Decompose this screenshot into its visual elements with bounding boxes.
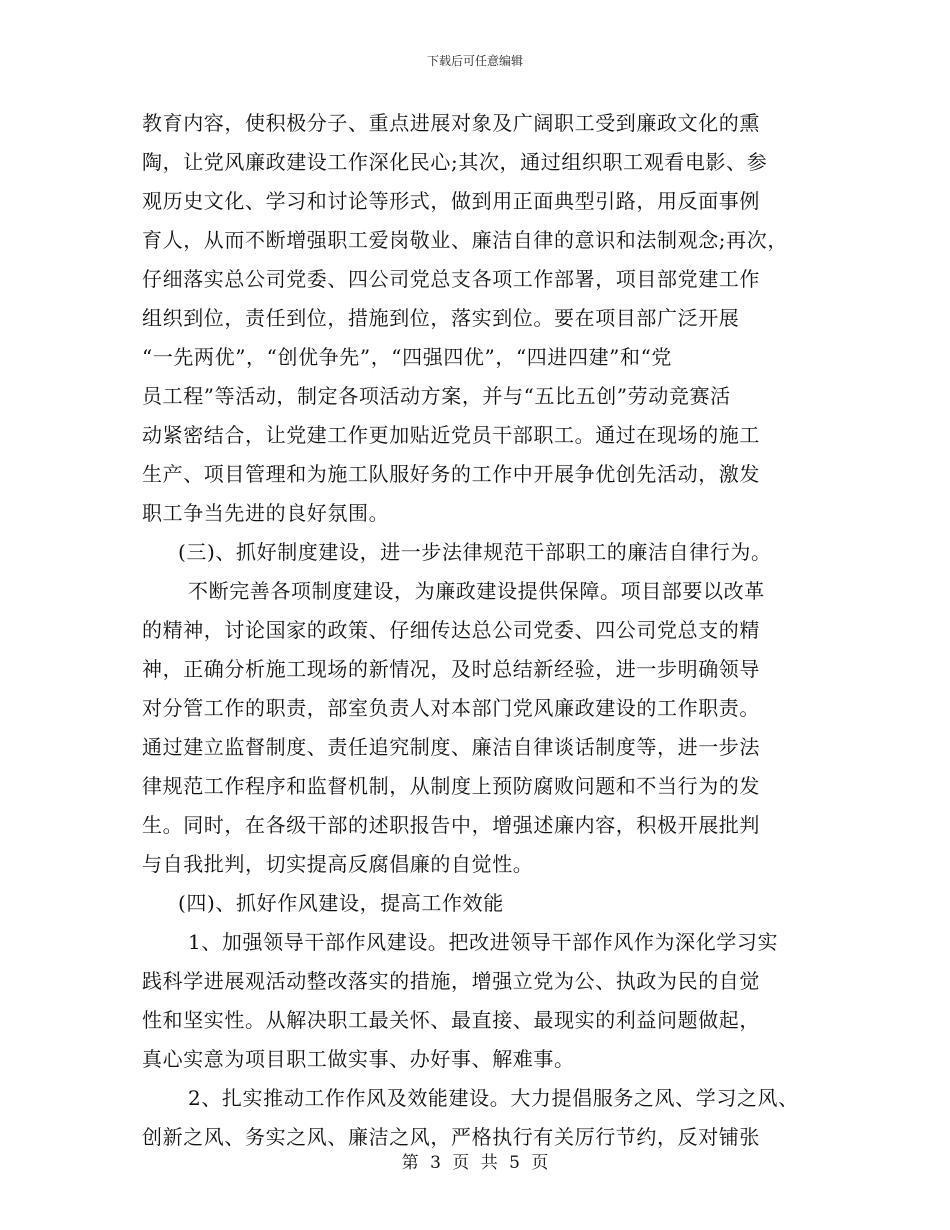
paragraph-line: 创新之风、务实之风、廉洁之风，严格执行有关厉行节约，反对铺张 [142, 1125, 760, 1149]
paragraph-line: 职工争当先进的良好氛围。 [142, 501, 390, 525]
paragraph-line: 践科学进展观活动整改落实的措施，增强立党为公、执政为民的自觉 [142, 969, 760, 993]
paragraph-line: 观历史文化、学习和讨论等形式，做到用正面典型引路，用反面事例 [142, 189, 760, 213]
paragraph-line: 的精神，讨论国家的政策、仔细传达总公司党委、四公司党总支的精 [142, 618, 760, 642]
paragraph-line: 生。同时，在各级干部的述职报告中，增强述廉内容，积极开展批判 [142, 813, 760, 837]
paragraph-line: 律规范工作程序和监督机制，从制度上预防腐败问题和不当行为的发 [142, 774, 760, 798]
paragraph-line: 员工程”等活动，制定各项活动方案，并与“五比五创”劳动竞赛活 [142, 384, 731, 408]
paragraph-line: “一先两优”，“创优争先”，“四强四优”，“四进四建”和“党 [142, 345, 673, 369]
paragraph-line: 仔细落实总公司党委、四公司党总支各项工作部署，项目部党建工作 [142, 267, 760, 291]
page-number-footer: 第 3 页 共 5 页 [401, 1153, 549, 1173]
paragraph-line: 不断完善各项制度建设，为廉政建设提供保障。项目部要以改革 [188, 579, 765, 603]
section-heading: (三)、抓好制度建设，进一步法律规范干部职工的廉洁自律行为。 [178, 540, 772, 564]
paragraph-line: 教育内容，使积极分子、重点进展对象及广阔职工受到廉政文化的熏 [142, 111, 760, 135]
paragraph-line: 性和坚实性。从解决职工最关怀、最直接、最现实的利益问题做起， [142, 1008, 760, 1032]
paragraph-line: 对分管工作的职责，部室负责人对本部门党风廉政建设的工作职责。 [142, 696, 760, 720]
paragraph-line: 生产、项目管理和为施工队服好务的工作中开展争优创先活动，激发 [142, 462, 760, 486]
paragraph-line: 陶，让党风廉政建设工作深化民心;其次，通过组织职工观看电影、参 [142, 150, 768, 174]
paragraph-line: 组织到位，责任到位，措施到位，落实到位。要在项目部广泛开展 [142, 306, 740, 330]
paragraph-line: 通过建立监督制度、责任追究制度、廉洁自律谈话制度等，进一步法 [142, 735, 760, 759]
paragraph-line: 与自我批判，切实提高反腐倡廉的自觉性。 [142, 852, 534, 876]
section-heading: (四)、抓好作风建设，提高工作效能 [178, 891, 504, 915]
body-text [142, 104, 822, 1157]
paragraph-line: 育人，从而不断增强职工爱岗敬业、廉洁自律的意识和法制观念;再次， [142, 228, 788, 252]
paragraph-line: 神，正确分析施工现场的新情况，及时总结新经验，进一步明确领导 [142, 657, 760, 681]
paragraph-line: 2、扎实推动工作作风及效能建设。大力提倡服务之风、学习之风、 [188, 1086, 799, 1110]
paragraph-line: 真心实意为项目职工做实事、办好事、解难事。 [142, 1047, 575, 1071]
page-header-note: 下载后可任意编辑 [426, 54, 523, 68]
paragraph-line: 动紧密结合，让党建工作更加贴近党员干部职工。通过在现场的施工 [142, 423, 760, 447]
paragraph-line: 1、加强领导干部作风建设。把改进领导干部作风作为深化学习实 [188, 930, 779, 954]
